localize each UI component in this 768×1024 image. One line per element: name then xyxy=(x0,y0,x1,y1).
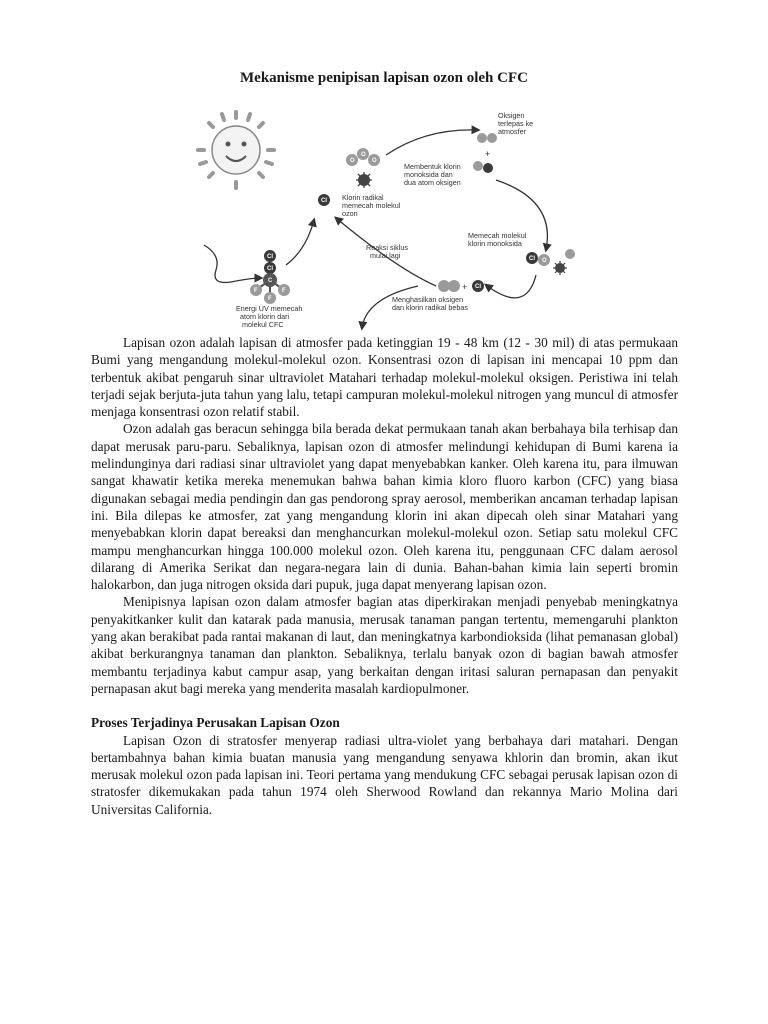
produce-label-line-1: Menghasilkan oksigen xyxy=(392,295,464,304)
paragraph-3: Menipisnya lapisan ozon dalam atmosfer bagian atas diperkirakan menjadi penyebab meningkatnya penyakitkanker kulit dan katarak pada manusia, merusak tanaman pangan tertentu, memengaruhi plankton yang akan berakibat pada rantai makanan di laut, dan meningkatnya karbondioksida (lihat pemanasan global) akibat berkurangnya tanaman dan plankton. Sebaliknya, terlalu banyak ozon di bagian bawah atmosfer membantu terjadinya kabut campur asap, yang berkaitan dengan iritasi saluran pernapasan dan penyakit pernapasan akut bagi mereka yang menderita masalah kardiopulmoner. xyxy=(91,594,678,696)
oxygen-label-line-3: atmosfer xyxy=(498,127,526,136)
svg-text:Cl: Cl xyxy=(321,198,327,204)
cycle-arrow-2 xyxy=(386,130,478,155)
uv-label-line-2: atom klorin dari xyxy=(240,312,290,321)
svg-text:Cl: Cl xyxy=(475,284,481,290)
monoxide-label-line-3: dua atom oksigen xyxy=(404,178,461,187)
section-paragraph: Lapisan Ozon di stratosfer menyerap radiasi ultra-violet yang berbahaya dari matahari. Dengan bertambahnya bahan kimia buatan manusia yang mengandung senyawa khlorin dan bromin, akan ikut merusak molekul ozon pada lapisan ini. Teori pertama yang mendukung CFC sebagai perusak lapisan ozon di stratosfer dikemukakan pada tahun 1974 oleh Sherwood Rowland dan rekannya Mario Molina dari Universitas California. xyxy=(91,732,678,817)
document-body xyxy=(91,334,678,818)
impact-icon xyxy=(356,172,372,188)
uv-label-line-3: molekul CFC xyxy=(242,320,284,329)
radical-label-line-3: ozon xyxy=(342,209,358,218)
break-label-line-2: klorin monoksida xyxy=(468,239,522,248)
uv-label-line-1: Energi UV memecah xyxy=(236,304,303,313)
restart-label-line-1: Reaksi siklus xyxy=(366,243,408,252)
products-molecules xyxy=(438,280,484,292)
svg-text:Cl: Cl xyxy=(529,256,535,262)
sun-icon xyxy=(198,112,274,188)
paragraph-2: Ozon adalah gas beracun sehingga bila berada dekat permukaan tanah akan berbahaya bila terhisap dan dapat merusak paru-paru. Sebaliknya, lapisan ozon di atmosfer melindungi kehidupan di Bumi karena ia melindunginya dari radiasi sinar ultraviolet yang dapat menyebabkan kanker. Oleh karena itu, para ilmuwan sangat khawatir ketika mereka menemukan bahwa bahan kimia kloro fluoro karbon (CFC) yang biasa digunakan sebagai media pendingin dan gas pendorong spray aerosol, memberikan ancaman terhadap lapisan ini. Bila dilepas ke atmosfer, zat yang mengandung klorin ini akan dipecah oleh sinar Matahari yang menyebabkan klorin dapat bereaksi dan menghancurkan molekul-molekul ozon. Setiap satu molekul CFC mampu menghancurkan hingga 100.000 molekul ozon. Oleh karena itu, penggunaan CFC dalam aerosol dilarang di Amerika Serikat dan negara-negara lain di dunia. Bahan-bahan kimia lain seperti bromin halokarbon, dan juga nitrogen oksida dari pupuk, juga dapat menyerang lapisan ozon. xyxy=(91,421,678,593)
document-title: Mekanisme penipisan lapisan ozon oleh CFC xyxy=(240,70,528,86)
svg-text:F: F xyxy=(282,288,286,294)
break-label-line-1: Memecah molekul xyxy=(468,231,527,240)
svg-text:+: + xyxy=(462,282,468,292)
section-heading: Proses Terjadinya Perusakan Lapisan Ozon xyxy=(91,715,340,731)
radical-label-line-2: memecah molekul xyxy=(342,201,401,210)
monoxide-label-line-1: Membentuk klorin xyxy=(404,162,461,171)
impact-icon xyxy=(553,261,567,275)
svg-text:C: C xyxy=(268,278,273,284)
svg-text:Cl: Cl xyxy=(267,266,273,272)
chlorine-monoxide-molecule xyxy=(526,249,575,275)
produce-label-line-2: dan klorin radikal bebas xyxy=(392,303,468,312)
oxygen-label-line-2: terlepas ke xyxy=(498,119,534,128)
oxygen-label-line-1: Oksigen xyxy=(498,111,525,120)
svg-text:+: + xyxy=(485,149,491,159)
ozone-depletion-diagram xyxy=(186,100,586,334)
uv-ray-arrow xyxy=(204,245,261,283)
cycle-arrow-1 xyxy=(286,220,314,265)
cycle-arrow-4 xyxy=(486,275,536,298)
svg-text:O: O xyxy=(372,158,377,164)
svg-text:F: F xyxy=(254,288,258,294)
cfc-molecule xyxy=(250,250,290,304)
restart-label-line-2: mulai lagi xyxy=(370,251,401,260)
svg-text:F: F xyxy=(268,296,272,302)
monoxide-label-line-2: monoksida dan xyxy=(404,170,453,179)
svg-text:O: O xyxy=(350,158,355,164)
svg-text:Cl: Cl xyxy=(267,254,273,260)
radical-label-line-1: Klorin radikal xyxy=(342,193,384,202)
svg-text:O: O xyxy=(361,152,366,158)
svg-text:O: O xyxy=(542,258,547,264)
oxygen-molecules xyxy=(473,133,497,173)
diagram-svg xyxy=(186,100,586,334)
paragraph-1: Lapisan ozon adalah lapisan di atmosfer pada ketinggian 19 - 48 km (12 - 30 mil) di atas permukaan Bumi yang mengandung molekul-molekul ozon. Konsentrasi ozon di lapisan ini mencapai 10 ppm dan terbentuk akibat pengaruh sinar ultraviolet Matahari terhadap molekul-molekul oksigen. Peristiwa ini telah terjadi sejak berjuta-juta tahun yang lalu, tetapi campuran molekul-molekul nitrogen yang muncul di atmosfer menjaga konsentrasi ozon relatif stabil. xyxy=(91,335,678,420)
